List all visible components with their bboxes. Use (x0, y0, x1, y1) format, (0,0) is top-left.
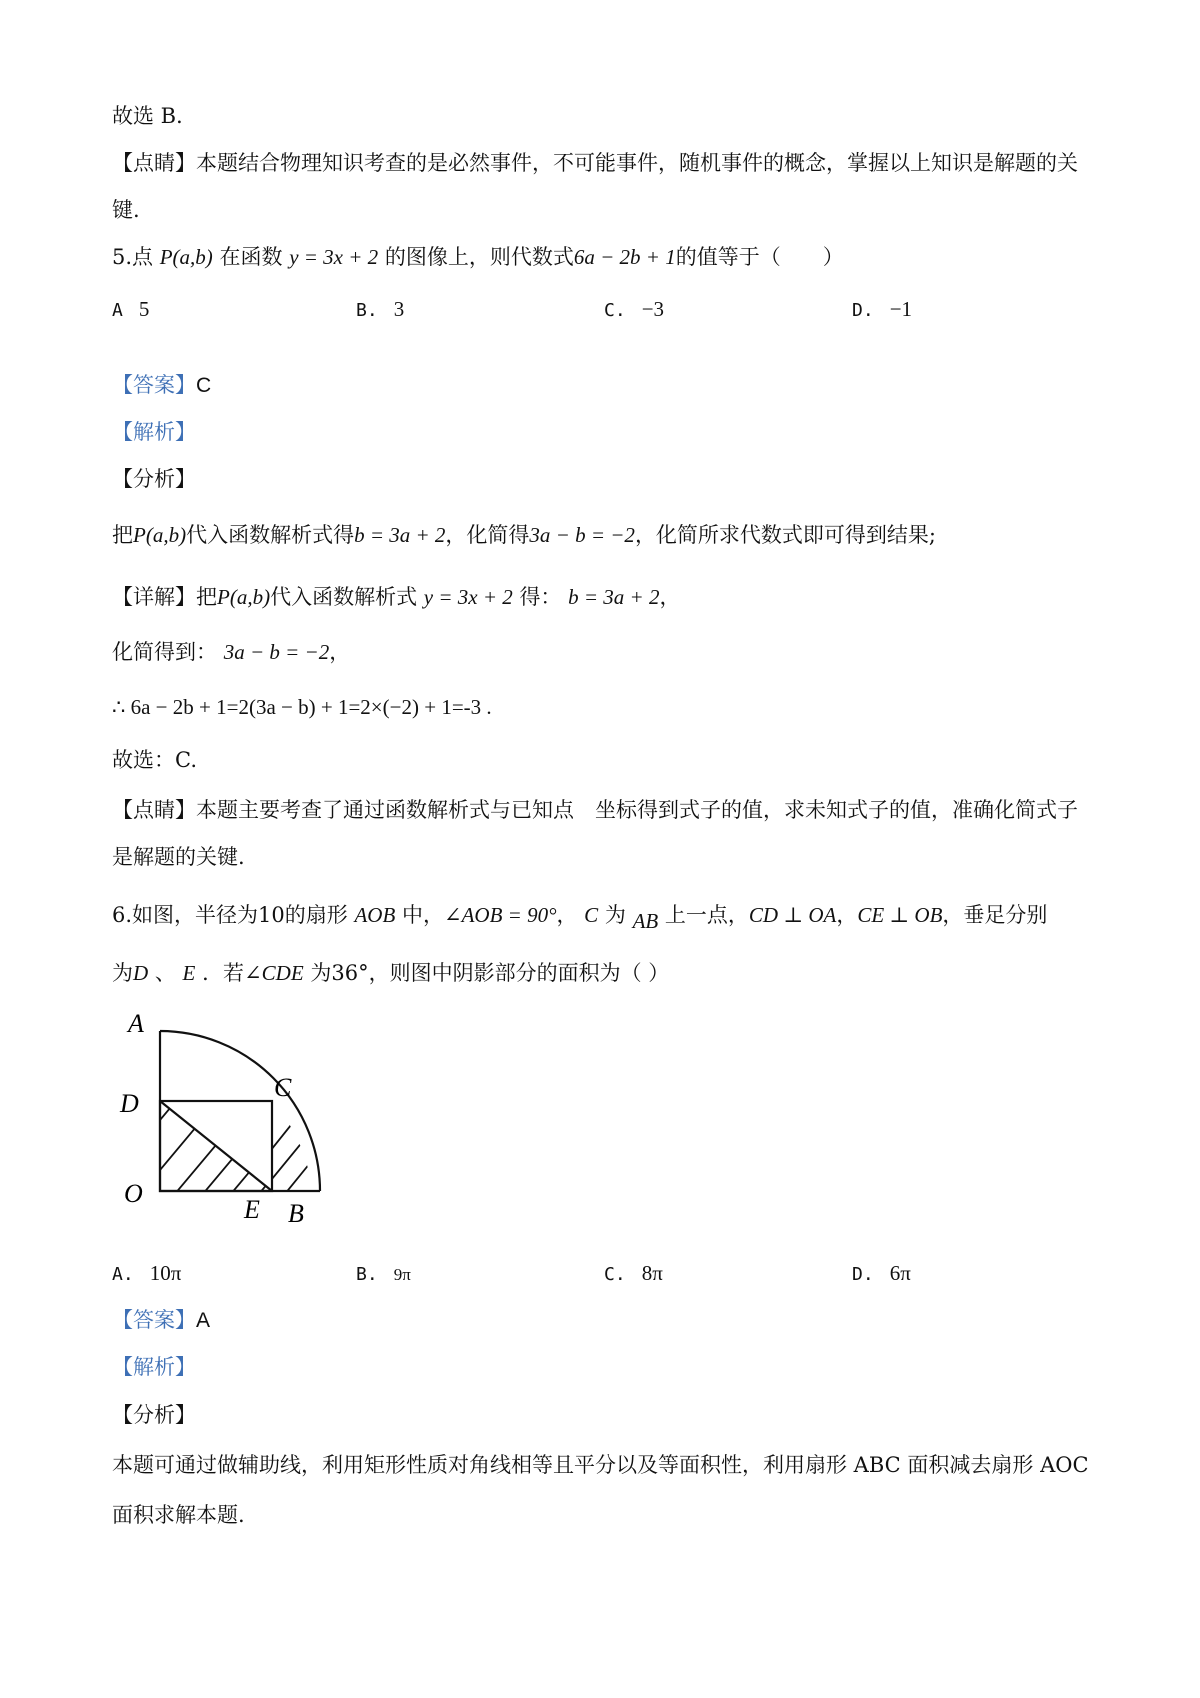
q6-option-b[interactable] (356, 1258, 411, 1290)
angle: ∠AOB = 90° (443, 903, 557, 927)
q5-conclusion: 故选：C. (112, 748, 197, 772)
q5-analysis-tag: 【解析】 (112, 420, 196, 444)
text: ．若 (202, 961, 245, 985)
q6-stem-line2 (112, 958, 669, 988)
option-value: 6π (889, 1261, 911, 1285)
option-value: 8π (641, 1261, 663, 1285)
q5-stem-suffix: 的值等于（ ） (675, 245, 844, 269)
label-a: A (128, 1009, 144, 1038)
q6-stem-line1 (112, 900, 1048, 933)
q5-simplify (112, 637, 350, 667)
comment-tag: 【点睛】 (112, 151, 196, 175)
text: ， (836, 903, 858, 927)
option-letter: B. (356, 300, 378, 321)
text: ， (329, 640, 351, 664)
text: ， (556, 903, 578, 927)
sector-arc (160, 1031, 320, 1191)
prev-conclusion: 故选 B． (112, 104, 198, 128)
arc-ab: AB (632, 909, 659, 933)
q5-expression: 6a − 2b + 1 (573, 245, 676, 269)
q5-comment-line1 (112, 795, 1078, 825)
text: 把 (112, 523, 133, 547)
prev-comment-line2: 键. (112, 198, 140, 222)
perp-cd: CD ⊥ OA (748, 903, 837, 927)
perp-ce: CE ⊥ OB (857, 903, 943, 927)
q6-fenxi-tag: 【分析】 (112, 1403, 196, 1427)
comment-tag: 【点睛】 (112, 798, 196, 822)
text: 代入函数解析式得 (186, 523, 355, 547)
point: P(a,b) (217, 585, 271, 609)
option-letter: A. (112, 1264, 134, 1285)
comment-text: 本题主要考查了通过函数解析式与已知点 坐标得到式子的值，求未知式子的值，准确化简式子 (196, 798, 1078, 822)
sector-radii (160, 1031, 320, 1191)
equation: 3a − b = −2 (529, 523, 635, 547)
comment-text: 本题结合物理知识考查的是必然事件，不可能事件，随机事件的概念，掌握以上知识是解题的关 (196, 151, 1078, 175)
q5-therefore: ∴ 6a − 2b + 1=2(3a − b) + 1=2×(−2) + 1=-3 . (112, 695, 492, 719)
answer-value: C (196, 374, 212, 397)
text: ， (659, 585, 681, 609)
sector-name: AOB (354, 903, 396, 927)
answer-tag: 【答案】 (112, 373, 196, 397)
text: 上一点， (664, 903, 749, 927)
option-letter: B. (356, 1264, 378, 1285)
text: 把 (196, 585, 217, 609)
q5-option-c[interactable] (604, 294, 664, 326)
q5-answer (112, 370, 211, 401)
equation: 3a − b = −2 (223, 640, 330, 664)
text: ，化简得 (445, 523, 530, 547)
angle-cde: ∠CDE (244, 961, 304, 985)
text: ，化简所求代数式即可得到结果; (634, 523, 937, 547)
text: 的扇形 (284, 903, 348, 927)
answer-tag: 【答案】 (112, 1308, 196, 1332)
answer-value: A (196, 1309, 211, 1332)
q6-option-d[interactable] (852, 1258, 911, 1290)
option-value: 10π (149, 1261, 182, 1285)
q5-stem-mid2: 的图像上，则代数式 (384, 245, 574, 269)
label-c: C (274, 1073, 292, 1102)
label-e: E (244, 1195, 260, 1224)
shaded-segment (267, 1105, 332, 1200)
equation: b = 3a + 2 (568, 585, 660, 609)
label-o: O (124, 1179, 143, 1208)
radius: 10 (258, 903, 285, 927)
q6-fenxi-line1: 本题可通过做辅助线，利用矩形性质对角线相等且平分以及等面积性，利用扇形 ABC 面积减去扇形 AOC (112, 1453, 1089, 1477)
q5-fenxi (112, 520, 936, 550)
option-value: −3 (641, 297, 665, 321)
label-d: D (120, 1089, 139, 1118)
point-d: D (133, 961, 149, 985)
text: 为 (310, 961, 332, 985)
option-letter: D. (852, 300, 874, 321)
option-value: −1 (889, 297, 913, 321)
text: 得： (519, 585, 562, 609)
q5-option-d[interactable] (852, 294, 912, 326)
option-letter: A (112, 300, 123, 321)
point: P(a,b) (133, 523, 187, 547)
detail-tag: 【详解】 (112, 585, 196, 609)
q5-fenxi-tag: 【分析】 (112, 467, 196, 491)
q5-stem-mid: 在函数 (219, 245, 283, 269)
q5-comment-line2: 是解题的关键. (112, 845, 245, 869)
text: 为 (112, 961, 133, 985)
q5-function: y = 3x + 2 (289, 245, 379, 269)
q5-point: P(a,b) (159, 245, 213, 269)
text: 代入函数解析式 (270, 585, 418, 609)
point-e: E (182, 961, 196, 985)
option-value: 9π (393, 1265, 411, 1284)
sector-figure (122, 1010, 352, 1230)
option-value: 5 (138, 297, 150, 321)
prev-comment-line1 (112, 148, 1078, 178)
q5-stem-prefix: 5.点 (112, 245, 154, 269)
text: ，垂足分别 (942, 903, 1048, 927)
q5-option-b[interactable] (356, 294, 404, 326)
text: 化简得到： (112, 640, 217, 664)
function: y = 3x + 2 (423, 585, 513, 609)
option-value: 3 (393, 297, 405, 321)
text: ，则图中阴影部分的面积为（ ） (368, 961, 670, 985)
q6-analysis-tag: 【解析】 (112, 1355, 196, 1379)
label-b: B (288, 1199, 304, 1228)
text: 中， (401, 903, 444, 927)
q5-option-a[interactable] (112, 294, 149, 326)
q6-option-c[interactable] (604, 1258, 663, 1290)
option-letter: C. (604, 300, 626, 321)
option-letter: D. (852, 1264, 874, 1285)
q6-fenxi-line2: 面积求解本题. (112, 1503, 245, 1527)
equation: b = 3a + 2 (354, 523, 446, 547)
q6-answer (112, 1305, 210, 1336)
q6-option-a[interactable] (112, 1258, 181, 1290)
text: 为 (604, 903, 626, 927)
point-c: C (584, 903, 599, 927)
q5-detail (112, 582, 680, 612)
option-letter: C. (604, 1264, 626, 1285)
shaded-triangle (160, 1070, 326, 1195)
q5-stem (112, 242, 844, 272)
angle-value: 36° (331, 961, 369, 985)
text: 6.如图，半径为 (112, 903, 259, 927)
text: 、 (154, 961, 176, 985)
